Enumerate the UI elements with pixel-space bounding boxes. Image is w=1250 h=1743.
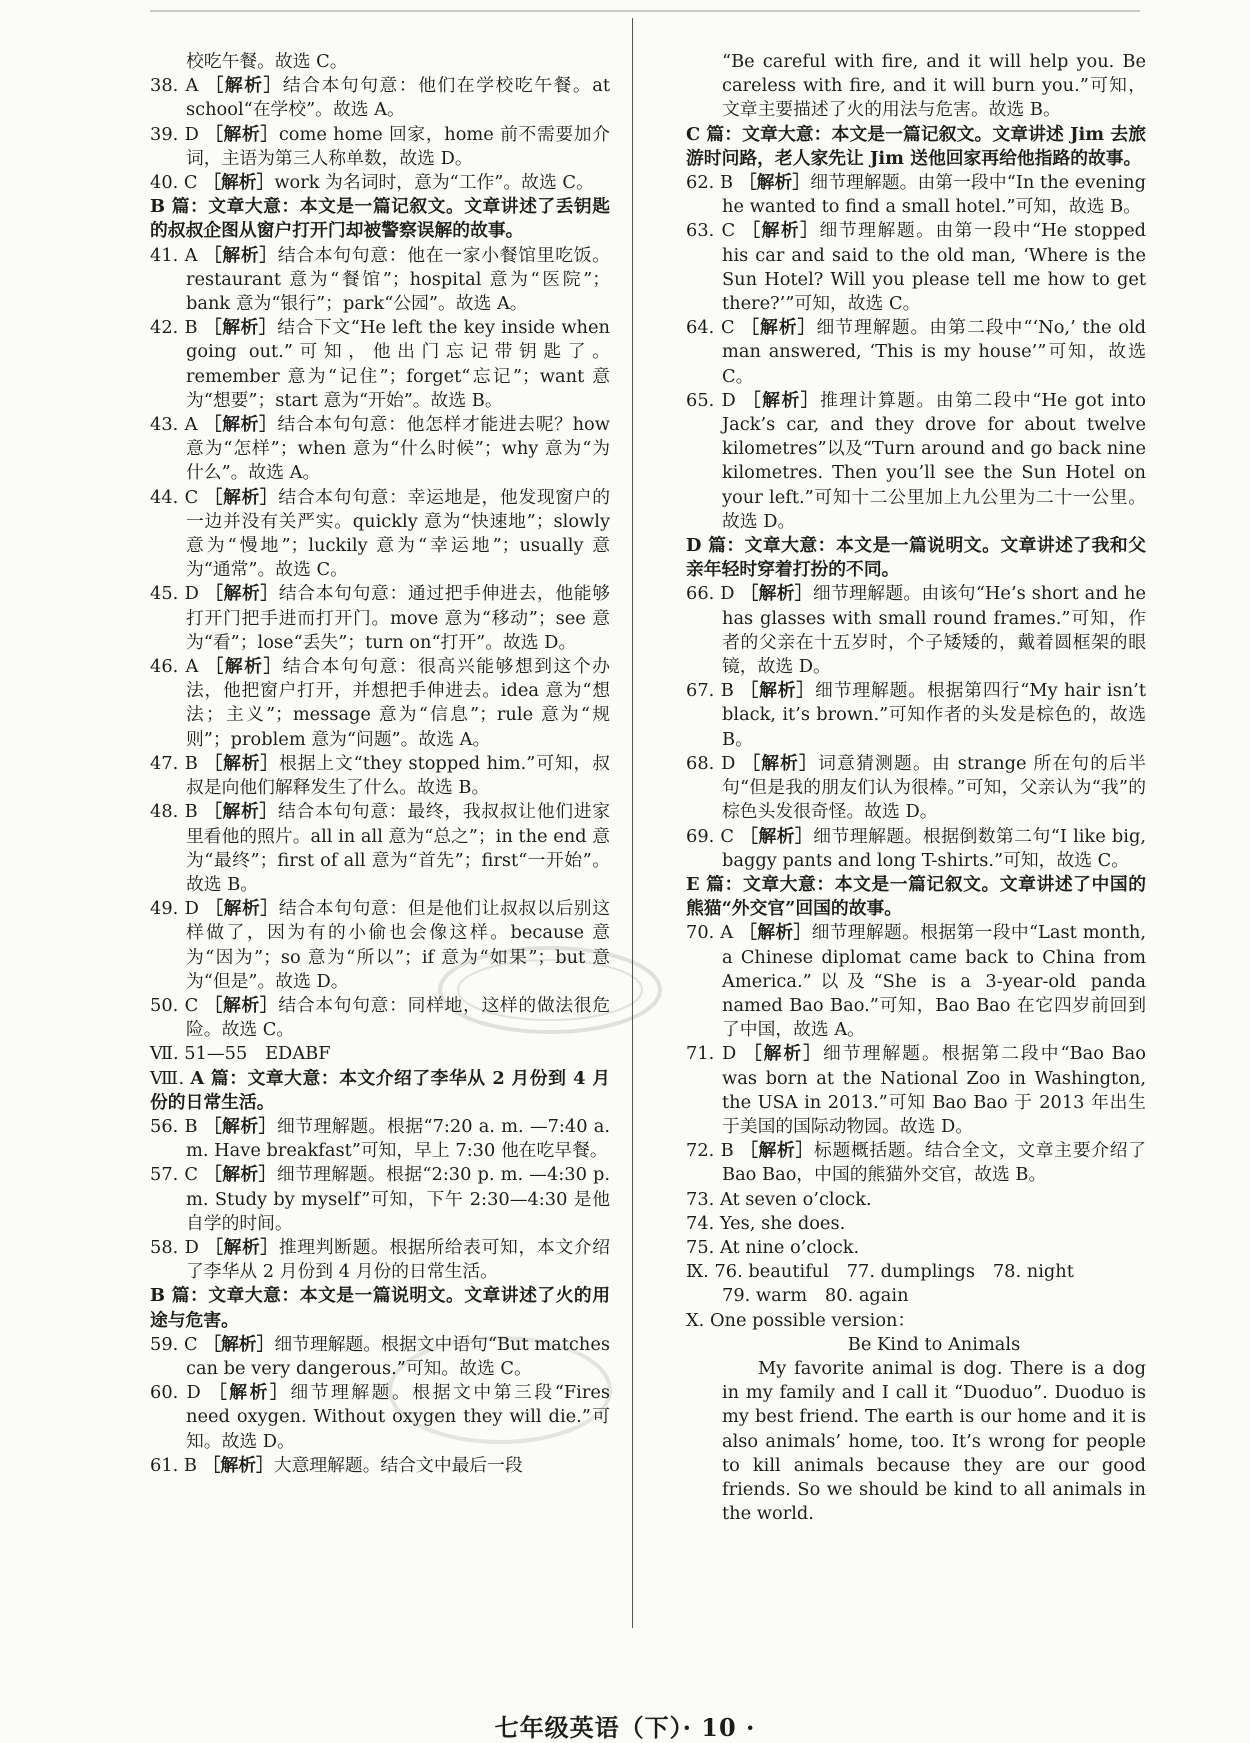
page-footer: 七年级英语（下）· 10 · (494, 1713, 756, 1742)
answer-text: 细节理解题。根据文中语句“But matches can be very dangerous.”可知。故选 C。 (186, 1333, 610, 1379)
left-roman-16 (150, 1067, 610, 1115)
section-summary: 本文是一篇说明文。文章讲述了我和父亲年轻时穿着打扮的不同。 (686, 535, 1146, 581)
column-divider (632, 18, 633, 1628)
left-item-22 (150, 1381, 610, 1454)
answer-number: 63. C (686, 220, 743, 242)
answer-text: 结合本句句意：他怎样才能进去呢？how 意为“怎样”；when 意为“什么时候”；why 意为“为什么”。故选 A。 (186, 414, 610, 484)
analysis-tag: ［解析］ (738, 172, 811, 194)
answer-number: 49. D (150, 898, 206, 920)
analysis-tag: ［解析］ (203, 414, 278, 436)
answer-number: 41. A (150, 244, 204, 266)
text-line: Be Kind to Animals (847, 1333, 1021, 1355)
answer-number: 50. C (150, 994, 205, 1016)
left-item-11 (150, 752, 610, 800)
answer-number: 67. B (686, 680, 741, 702)
analysis-tag: ［解析］ (208, 1382, 291, 1404)
answer-number: 75. (686, 1236, 720, 1258)
right-item-10 (686, 825, 1146, 873)
answer-text: 结合本句句意：同样地，这样的做法很危险。故选 C。 (186, 994, 610, 1041)
answer-text: 细节理解题。根据第一段中“Last month, a Chinese diplomat came back to China from America.”以及“She is a 3-year-old panda named Bao Bao.”可知，Bao Bao 在它四岁前回到了中国，故选 A。 (722, 922, 1146, 1041)
left-item-18 (150, 1163, 610, 1236)
answer-text: 细节理解题。根据第四行“My hair isn’t black, it’s brown.”可知作者的头发是棕色的，故选 B。 (722, 680, 1146, 750)
analysis-tag: ［解析］ (205, 123, 279, 145)
text-line: 校吃午餐。故选 C。 (186, 51, 348, 72)
answer-text: 细节理解题。根据文中第三段“Fires need oxygen. Without oxygen they will die.”可知。故选 D。 (186, 1382, 610, 1452)
answer-text: 细节理解题。由第一段中“In the evening he wanted to find a small hotel.”可知，故选 B。 (722, 172, 1146, 218)
answer-number: 72. B (686, 1140, 741, 1162)
left-item-7 (150, 413, 610, 486)
left-sec-4 (150, 195, 610, 243)
answer-number: 74. (686, 1212, 720, 1234)
answer-text: 结合本句句意：幸运地是，他发现窗户的一边并没有关严实。quickly 意为“快速地”；slowly 意为“慢地”；luckily 意为“幸运地”；usually 意为“通常”。故选 C。 (186, 486, 610, 581)
section-summary: 本文是一篇记叙文。文章讲述了丢钥匙的叔叔企图从窗户打开门却被警察误解的故事。 (150, 196, 610, 242)
answer-text: 推理判断题。根据所给表可知，本文介绍了李华从 2 月份到 4 月份的日常生活。 (186, 1236, 610, 1283)
answer-text: At nine o’clock. (719, 1236, 860, 1258)
roman-numeral: Ⅶ. (150, 1043, 185, 1065)
left-item-19 (150, 1236, 610, 1284)
analysis-tag: ［解析］ (742, 752, 819, 774)
section-label: C 篇：文章大意： (686, 123, 832, 145)
left-item-14 (150, 994, 610, 1042)
section-label: D 篇：文章大意： (686, 535, 836, 557)
answer-number: 59. C (150, 1333, 204, 1355)
right-sec-1 (686, 123, 1146, 171)
right-roman-18 (686, 1260, 1146, 1284)
answer-number: 70. A (686, 922, 740, 944)
analysis-tag: ［解析］ (204, 994, 279, 1016)
analysis-tag: ［解析］ (203, 1115, 277, 1137)
answer-text: 结合本句句意：通过把手伸进去，他能够打开门把手进而打开门。move 意为“移动”；see 意为“看”；lose“丢失”；turn on“打开”。故选 D。 (186, 583, 610, 653)
right-cont-19 (686, 1284, 1146, 1308)
roman-text: One possible version： (709, 1309, 916, 1331)
answer-text: 结合本句句意：很高兴能够想到这个办法，他把窗户打开，并想把手伸进去。idea 意为“想法；主义”；message 意为“信息”；rule 意为“规则”；problem 意为“问题”。故选 A。 (186, 656, 610, 750)
roman-numeral: Ⅷ. (150, 1067, 191, 1089)
left-item-23 (150, 1454, 610, 1478)
analysis-tag: ［解析］ (205, 898, 279, 920)
right-item-5 (686, 389, 1146, 534)
answer-text: work 为名词时，意为“工作”。故选 C。 (274, 172, 594, 194)
right-answer-column (686, 50, 1146, 1526)
roman-text: 76. beautiful 77. dumplings 78. night (714, 1261, 1074, 1283)
answer-number: 57. C (150, 1164, 205, 1186)
left-sec-20 (150, 1284, 610, 1332)
right-item-13 (686, 1042, 1146, 1139)
analysis-tag: ［解析］ (740, 583, 813, 605)
top-rule (150, 10, 1140, 12)
left-item-21 (150, 1333, 610, 1381)
answer-number: 65. D (686, 389, 743, 411)
answer-text: 标题概括题。结合全文，文章主要介绍了 Bao Bao，中国的熊猫外交官，故选 B。 (722, 1140, 1146, 1186)
right-item-12 (686, 921, 1146, 1042)
answer-text: 细节理解题。由该句“He’s short and he has glasses with small round frames.”可知，作者的父亲在十五岁时，个子矮矮的，戴着圆框架的眼镜，故选 D。 (722, 583, 1146, 678)
left-item-8 (150, 486, 610, 583)
analysis-tag: ［解析］ (743, 1043, 824, 1065)
right-item-17 (686, 1236, 1146, 1260)
answer-number: 42. B (150, 317, 204, 339)
answer-number: 66. D (686, 583, 741, 605)
answer-number: 62. B (686, 172, 739, 194)
analysis-tag: ［解析］ (739, 922, 812, 944)
right-item-9 (686, 752, 1146, 825)
answer-text: 词意猜测题。由 strange 所在句的后半句“但是我的朋友们认为很棒。”可知，父亲认为“我”的棕色头发很奇怪。故选 D。 (722, 752, 1146, 823)
answer-number: 58. D (150, 1236, 206, 1258)
analysis-tag: ［解析］ (740, 680, 816, 702)
answer-text: 大意理解题。结合文中最后一段 (273, 1454, 523, 1476)
left-item-10 (150, 655, 610, 752)
left-item-5 (150, 244, 610, 317)
section-label: B 篇：文章大意： (150, 196, 300, 218)
analysis-tag: ［解析］ (205, 656, 283, 678)
section-summary: 本文是一篇说明文。文章讲述了火的用途与危害。 (150, 1285, 610, 1331)
answer-text: 细节理解题。根据“2:30 p. m. —4:30 p. m. Study by myself”可知，下午 2:30—4:30 是他自学的时间。 (186, 1164, 611, 1234)
answer-number: 73. (686, 1188, 720, 1210)
analysis-tag: ［解析］ (203, 244, 278, 266)
roman-text: 本文介绍了李华从 2 月份到 4 月份的日常生活。 (150, 1067, 610, 1113)
answer-number: 40. C (150, 172, 204, 194)
roman-numeral: Ⅸ. (686, 1261, 715, 1283)
text-line: 79. warm 80. again (722, 1285, 909, 1307)
left-item-12 (150, 800, 610, 897)
answer-number: 46. A (150, 656, 206, 678)
answer-text: 推理计算题。由第二段中“He got into Jack’s car, and they drove for about twelve kilometres”以及“Turn around and go back nine kilometres. Then you’ll see the Sun Hotel on your left.”可知十二公里加上九公里为二十一公里。故选 D。 (722, 389, 1146, 532)
answer-number: 39. D (150, 123, 206, 145)
answer-number: 56. B (150, 1115, 204, 1137)
analysis-tag: ［解析］ (203, 317, 278, 339)
left-answer-column (150, 50, 610, 1478)
section-label: B 篇：文章大意： (150, 1285, 300, 1307)
analysis-tag: ［解析］ (203, 172, 275, 194)
answer-text: 细节理解题。根据第二段中“Bao Bao was born at the National Zoo in Washington, the USA in 2013.”可知 Bao Bao 于 2013 年出生于美国的国际动物园。故选 D。 (722, 1043, 1146, 1137)
answer-number: 61. B (150, 1454, 203, 1476)
answer-number: 38. A (150, 75, 206, 97)
answer-text: 细节理解题。由第一段中“He stopped his car and said to the old man, ‘Where is the Sun Hotel? Will you please tell me how to get there?’”可知，故选 C。 (722, 220, 1146, 315)
answer-number: 69. C (686, 825, 741, 847)
section-summary: 本文是一篇记叙文。文章讲述了中国的熊猫“外交官”回国的故事。 (686, 873, 1146, 920)
answer-text: 根据上文“they stopped him.”可知，叔叔是向他们解释发生了什么。故选 B。 (186, 752, 610, 799)
right-roman-20 (686, 1309, 1146, 1333)
left-item-13 (150, 897, 610, 994)
answer-number: 45. D (150, 583, 206, 605)
right-essay-22 (686, 1357, 1146, 1526)
analysis-tag: ［解析］ (205, 75, 283, 97)
right-item-16 (686, 1212, 1146, 1236)
right-sec-6 (686, 534, 1146, 582)
essay-text: My favorite animal is dog. There is a dog in my family and I call it “Duoduo”. Duoduo is my best friend. The earth is our home and it is also animals’ home, too. It’s wrong for people to kill animals because they are our good friends. So we should be kind to all animals in the world. (722, 1357, 1146, 1525)
right-center-21 (686, 1333, 1146, 1357)
right-item-3 (686, 219, 1146, 316)
analysis-tag: ［解析］ (204, 801, 278, 823)
analysis-tag: ［解析］ (204, 486, 279, 508)
analysis-tag: ［解析］ (205, 1236, 279, 1258)
right-item-2 (686, 171, 1146, 219)
section-summary: 本文是一篇记叙文。文章讲述 Jim 去旅游时问路，老人家先让 Jim 送他回家再给他指路的故事。 (686, 123, 1146, 169)
answer-number: 71. D (686, 1043, 744, 1065)
analysis-tag: ［解析］ (740, 1140, 814, 1162)
analysis-tag: ［解析］ (202, 1454, 274, 1476)
answer-number: 47. B (150, 752, 205, 774)
left-cont-0 (150, 50, 610, 74)
answer-text: 结合本句句意：但是他们让叔叔以后别这样做了，因为有的小偷也会像这样。because 意为“因为”；so 意为“所以”；if 意为“如果”；but 意为“但是”。故选 D。 (186, 898, 610, 992)
answer-number: 43. A (150, 414, 204, 436)
answer-text: 细节理解题。由第二段中“‘No,’ the old man answered, ‘This is my house’”可知，故选 C。 (722, 317, 1146, 387)
answer-number: 60. D (150, 1382, 209, 1404)
analysis-tag: ［解析］ (205, 583, 279, 605)
right-cont-0 (686, 50, 1146, 123)
left-item-3 (150, 171, 610, 195)
right-item-4 (686, 316, 1146, 389)
answer-text: 结合本句句意：他在一家小餐馆里吃饭。restaurant 意为“餐馆”；hospital 意为“医院”；bank 意为“银行”；park“公园”。故选 A。 (186, 244, 610, 315)
answer-text: 细节理解题。根据倒数第二句“I like big, baggy pants and long T-shirts.”可知，故选 C。 (722, 825, 1146, 871)
left-item-6 (150, 316, 610, 413)
answer-text: Yes, she does. (719, 1212, 846, 1234)
right-item-14 (686, 1139, 1146, 1187)
right-item-8 (686, 679, 1146, 752)
roman-numeral: Ⅹ. (686, 1309, 710, 1331)
right-item-7 (686, 582, 1146, 679)
answer-number: 44. C (150, 486, 205, 508)
answer-text: 细节理解题。根据“7:20 a. m. —7:40 a. m. Have breakfast”可知，早上 7:30 他在吃早餐。 (186, 1115, 610, 1162)
roman-text: 51—55 EDABF (184, 1043, 331, 1065)
answer-number: 48. B (150, 801, 205, 823)
analysis-tag: ［解析］ (740, 825, 814, 847)
left-item-2 (150, 123, 610, 171)
answer-text: come home 回家，home 前不需要加介词，主语为第三人称单数，故选 D。 (186, 123, 610, 169)
right-sec-11 (686, 873, 1146, 921)
analysis-tag: ［解析］ (203, 1333, 275, 1355)
section-label: E 篇：文章大意： (686, 873, 835, 895)
answer-number: 64. C (686, 317, 742, 339)
left-item-17 (150, 1115, 610, 1163)
analysis-tag: ［解析］ (204, 1164, 277, 1186)
analysis-tag: ［解析］ (742, 220, 820, 242)
right-item-15 (686, 1188, 1146, 1212)
left-roman-15 (150, 1042, 610, 1066)
analysis-tag: ［解析］ (741, 317, 817, 339)
section-label: A 篇：文章大意： (190, 1067, 340, 1089)
analysis-tag: ［解析］ (204, 752, 280, 774)
answer-text: At seven o’clock. (719, 1188, 872, 1210)
left-item-9 (150, 582, 610, 655)
left-item-1 (150, 74, 610, 122)
analysis-tag: ［解析］ (742, 389, 821, 411)
answer-number: 68. D (686, 752, 743, 774)
answer-text: 结合下文“He left the key inside when going out.”可知，他出门忘记带钥匙了。remember 意为“记住”；forget“忘记”；want 意为“想要”；start 意为“开始”。故选 B。 (186, 317, 610, 411)
answer-text: 结合本句句意：最终，我叔叔让他们进家里看他的照片。all in all 意为“总之”；in the end 意为“最终”；first of all 意为“首先”；first“一开始”。故选 B。 (186, 801, 610, 895)
answer-text: 结合本句句意：他们在学校吃午餐。at school“在学校”。故选 A。 (186, 75, 610, 121)
text-line: “Be careful with fire, and it will help you. Be careless with fire, and it will burn you.”可知，文章主要描述了火的用法与危害。故选 B。 (722, 51, 1146, 121)
